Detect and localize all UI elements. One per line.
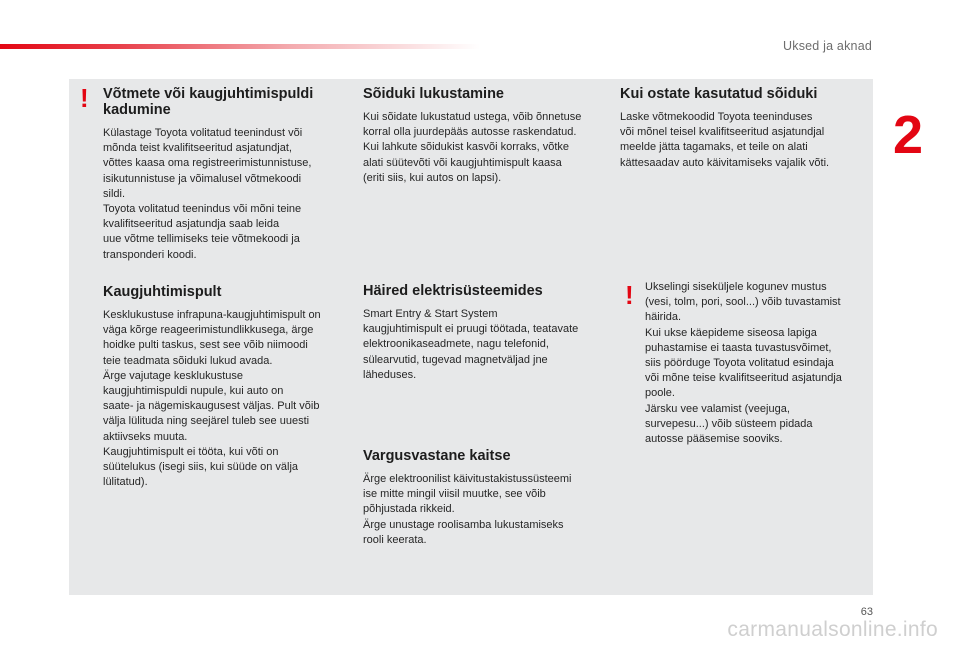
- electrical-interference-text: Smart Entry & Start System kaugjuhtimispult ei pruugi töötada, teatavate elektroonikaseadmete, nagu telefonid, sülearvutid, tugevad magnetväljad jne läheduses.: [363, 308, 579, 381]
- used-vehicle-heading: Kui ostate kasutatud sõiduki: [620, 86, 818, 102]
- section-title: Uksed ja aknad: [783, 39, 872, 53]
- header-accent-bar: [0, 44, 480, 49]
- chapter-number: 2: [893, 105, 924, 165]
- lost-keys-block: [103, 86, 353, 263]
- remote-control-block: [103, 284, 353, 490]
- lost-keys-text: Külastage Toyota volitatud teenindust või mõnda teist kvalifitseeritud asjatundjat, võttes kaasa oma registreerimistunnistuse, isikutunnistuse ja võimalusel võtmekoodi sildi. Toyota volitatud teenindus või mõni teine kvalifitseeritud asjatundja saab leida uue võtme tellimiseks teie võtmekoodi ja transponderi koodi.: [103, 127, 312, 261]
- electrical-interference-heading: Häired elektrisüsteemides: [363, 283, 543, 299]
- warning-icon: !: [625, 280, 634, 310]
- vehicle-locking-block: [363, 86, 613, 186]
- used-vehicle-block: [620, 86, 860, 171]
- anti-theft-heading: Vargusvastane kaitse: [363, 448, 511, 464]
- remote-control-heading: Kaugjuhtimispult: [103, 284, 222, 300]
- vehicle-locking-text: Kui sõidate lukustatud ustega, võib õnnetuse korral olla juurdepääs autosse raskendatud. Kui lahkute sõidukist kasvõi korraks, võtke alati süütevõti või kaugjuhtimispult kaasa (eriti siis, kui autos on lapsi).: [363, 111, 582, 184]
- anti-theft-block: [363, 448, 613, 548]
- lost-keys-heading: Võtmete või kaugjuhtimispuldi kadumine: [103, 86, 314, 118]
- page-number: 63: [860, 606, 873, 618]
- watermark: carmanualsonline.info: [727, 618, 938, 641]
- remote-control-text: Kesklukustuse infrapuna-kaugjuhtimispult on väga kõrge reageerimistundlikkusega, ärge hoidke pulti taskus, sest see võib niimoodi teie teadmata sõiduki lukud avada. Ärge vajutage kesklukustuse kaugjuhtimispuldi nupule, kui auto on saate- ja nägemiskaugusest väljas. Pult võib välja lülituda ning seejärel tuleb see uuesti aktiivseks muuta. Kaugjuhtimispult ei tööta, kui võti on süütelukus (isegi siis, kui süüde on välja lülitatud).: [103, 309, 321, 489]
- door-handle-warning-text: Ukselingi siseküljele kogunev mustus (vesi, tolm, pori, sool...) võib tuvastamist häirida. Kui ukse käepideme siseosa lapiga puhastamise ei taasta tuvastusvõimet, siis pöörduge Toyota volitatud esindaja või mõne teise kvalifitseeritud asjatundja poole. Järsku vee valamist (veejuga, survepesu...) võib süsteem pidada autosse pääsemise sooviks.: [645, 281, 842, 446]
- electrical-interference-block: [363, 283, 613, 383]
- anti-theft-text: Ärge elektroonilist käivitustakistussüsteemi ise mitte mingil viisil muutke, see võib põhjustada rikkeid. Ärge unustage roolisamba lukustamiseks rooli keerata.: [363, 473, 572, 546]
- door-handle-warning-block: [645, 280, 867, 447]
- used-vehicle-text: Laske võtmekoodid Toyota teeninduses või mõnel teisel kvalifitseeritud asjatundjal meelde jätta tagamaks, et teile on alati kättesaadav auto käivitamiseks vajalik võti.: [620, 111, 830, 169]
- vehicle-locking-heading: Sõiduki lukustamine: [363, 86, 504, 102]
- warning-icon: !: [80, 83, 89, 113]
